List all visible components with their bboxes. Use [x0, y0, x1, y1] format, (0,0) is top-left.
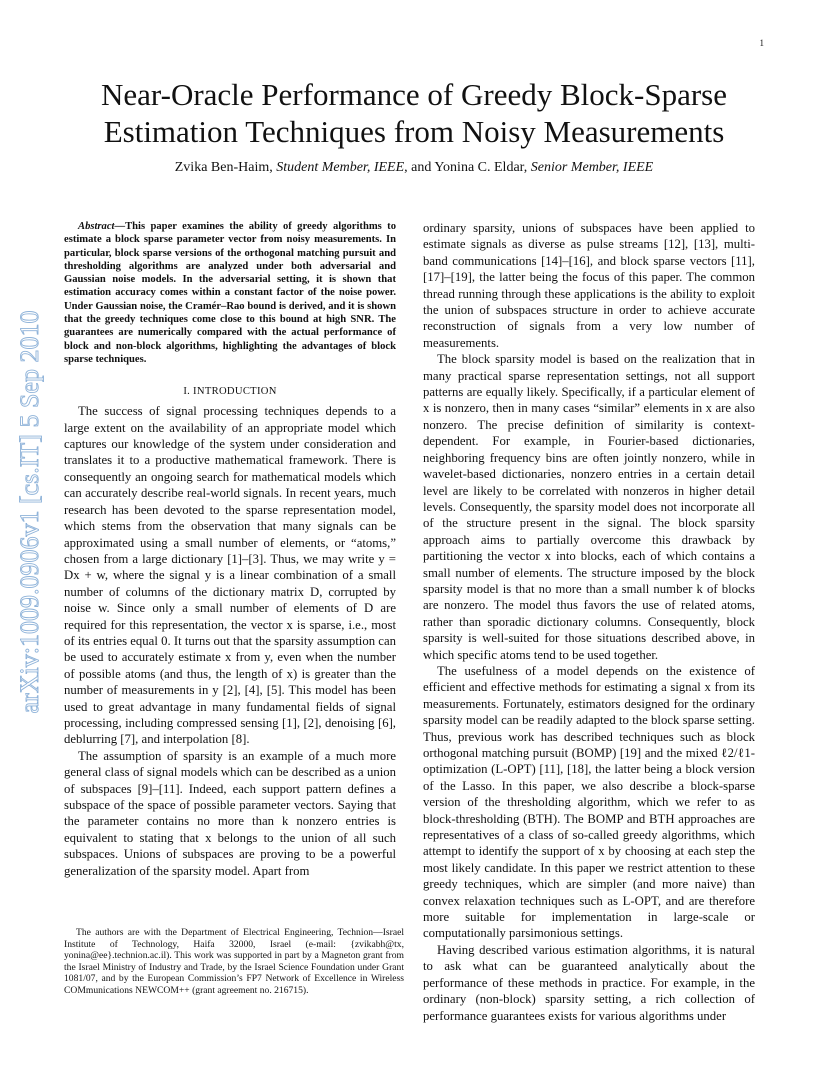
author-line — [60, 160, 768, 176]
left-column — [64, 220, 396, 879]
section-numeral: I. — [183, 386, 191, 398]
title-line-1: Near-Oracle Performance of Greedy Block-Sparse — [101, 77, 727, 112]
section-heading-introduction — [64, 386, 396, 397]
abstract — [64, 220, 396, 366]
abstract-text: —This paper examines the ability of greedy algorithms to estimate a block sparse parameter vector from noisy measurements. In particular, block sparse versions of the orthogonal matching pursuit and thresholding algorithms are analyzed under both adversarial and Gaussian noise models. In the adversarial setting, it is shown that estimation accuracy comes within a constant factor of the noise power. Under Gaussian noise, the Cramér–Rao bound is derived, and it is shown that the greedy techniques come close to this bound at high SNR. The guarantees are numerically compared with the actual performance of block and non-block algorithms, highlighting the advantages of block sparse techniques. — [64, 221, 396, 365]
intro-paragraph-2: The assumption of sparsity is an example of a much more general class of signal models which can be described as a union of subspaces [9]–[11]. Indeed, each support pattern defines a subspace of the space of possible parameter vectors. Saying that the parameter contains no more than k nonzero entries is equivalent to stating that x belongs to the union of all such subspaces. Unions of subspaces are proving to be a powerful generalization of the sparsity model. Apart from — [64, 748, 396, 878]
intro-paragraph-4: The block sparsity model is based on the realization that in many practical sparse representation settings, not all support patterns are equally likely. Specifically, if a particular element of x is nonzero, then in many cases “similar” elements in x are also nonzero. The precise definition of similarity is context-dependent. For example, in Fourier-based dictionaries, neighboring frequency bins are often jointly nonzero, while in wavelet-based dictionaries, nonzero entries in a certain detail level are likely to be correlated with nonzeros in higher detail levels. Consequently, the sparsity model does not incorporate all of the structure present in the signal. The block sparsity approach aims to partially overcome this drawback by partitioning the vector x into blocks, each of which contains a small number of elements. The structure imposed by the block sparsity model is that no more than a small number k of blocks are nonzero. The model thus favors the use of related atoms, rather than sporadic dictionary columns. Consequently, block sparsity is well-suited for those situations described above, in which specific atoms tend to be used together. — [423, 352, 755, 662]
title-line-2: Estimation Techniques from Noisy Measurements — [103, 114, 725, 149]
intro-paragraph-6: Having described various estimation algorithms, it is natural to ask what can be guaranteed analytically about the performance of these methods in practice. For example, in the ordinary (non-block) sparsity setting, a rich collection of performance guarantees exists for various algorithms under — [423, 942, 755, 1023]
page-number: 1 — [759, 38, 764, 48]
abstract-label: Abstract — [78, 221, 115, 232]
intro-paragraph-3: ordinary sparsity, unions of subspaces have been applied to estimate signals as diverse as pulse streams [12], [13], multi-band communications [14]–[16], and block sparse vectors [11], [17]–[19], the latter being the focus of this paper. The common thread running through these applications is the ability to exploit the union of subspaces structure in order to achieve accurate reconstruction of signals from a very low number of measurements. — [423, 221, 755, 350]
author-1-role: Student Member, IEEE — [276, 160, 405, 175]
intro-paragraph-1: The success of signal processing techniques depends to a large extent on the availability of an appropriate model which captures our knowledge of the system under consideration and translates it to a productive mathematical framework. There is consequently an ongoing search for mathematical models which can accurately describe real-world signals. In recent years, much research has been devoted to the sparse representation model, which stems from the observation that many signals can be approximated using a small number of elements, or “atoms,” chosen from a large dictionary [1]–[3]. Thus, we may write y = Dx + w, where the signal y is a linear combination of a small number of columns of the dictionary matrix D, corrupted by noise w. Since only a small number of elements of D are required for this representation, the vector x is sparse, i.e., most of its entries equal 0. It turns out that the sparsity assumption can be used to accurately estimate x from y, even when the number of possible atoms (and thus, the length of x) is greater than the number of measurements in y [2], [4], [5]. This model has been used to great advantage in many fundamental fields of signal processing, including compressed sensing [1], [2], denoising [6], deblurring [7], and interpolation [8]. — [64, 404, 396, 747]
right-column — [423, 220, 755, 1024]
paper-title — [60, 76, 768, 150]
author-2-role: Senior Member, IEEE — [530, 160, 654, 175]
author-1: Zvika Ben-Haim, — [174, 160, 273, 175]
intro-paragraph-5: The usefulness of a model depends on the existence of efficient and effective methods for estimating a signal x from its measurements. Fortunately, estimators designed for the ordinary sparsity model can be readily adapted to the block sparse setting. Thus, previous work has described techniques such as block orthogonal matching pursuit (BOMP) [19] and the mixed ℓ2/ℓ1-optimization (L-OPT) [11], [18], the latter being a block version of the Lasso. In this paper, we also describe a block-sparse version of the thresholding algorithm, which we refer to as block-thresholding (BTH). The BOMP and BTH approaches are representatives of a class of so-called greedy algorithms, which attempt to identify the support of x by choosing at each step the most likely candidate. In this paper we restrict attention to these greedy techniques, which are simpler (and more naive) than convex relaxation techniques such as L-OPT, and are therefore more suitable for implementation in large-scale or computationally parsimonious settings. — [423, 663, 755, 941]
section-initial: I — [193, 386, 197, 398]
arxiv-stamp-text: arXiv:1009.0906v1 [cs.IT] 5 Sep 2010 — [15, 310, 44, 714]
arxiv-stamp — [8, 284, 48, 740]
section-title-rest: NTRODUCTION — [196, 386, 277, 398]
author-joiner: , and Yonina C. Eldar, — [404, 160, 528, 175]
author-footnote: The authors are with the Department of Electrical Engineering, Technion—Israel Institute of Technology, Haifa 32000, Israel (e-mail: {zvikabh@tx, yonina@ee}.technion.ac.il). This work was supported in part by a Magneton grant from the Israel Ministry of Industry and Trade, by the Israel Science Foundation under Grant 1081/07, and by the European Commission’s FP7 Network of Excellence in Wireless COMmunications NEWCOM++ (grant agreement no. 216715). — [64, 927, 404, 996]
